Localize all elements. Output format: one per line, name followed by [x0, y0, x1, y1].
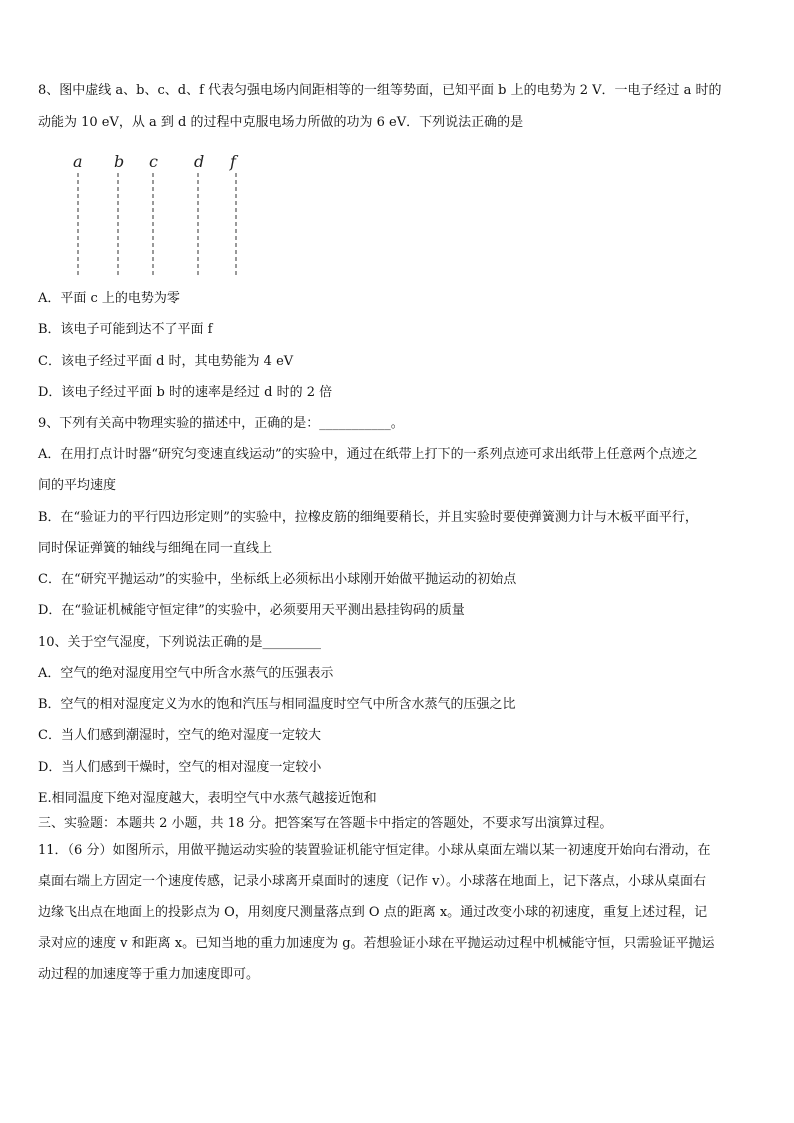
q9-option-a-line-2: 间的平均速度 — [38, 478, 117, 493]
q10-option-c: C．当人们感到潮湿时，空气的绝对湿度一定较大 — [38, 728, 321, 743]
plane-label-d: d — [194, 152, 205, 171]
q8-option-d: D．该电子经过平面 b 时的速率是经过 d 时的 2 倍 — [38, 385, 333, 400]
q9-option-c: C．在“研究平抛运动”的实验中，坐标纸上必须标出小球刚开始做平抛运动的初始点 — [38, 572, 517, 587]
q8-option-b: B．该电子可能到达不了平面 f — [38, 322, 213, 337]
q10-option-e: E.相同温度下绝对湿度越大，表明空气中水蒸气越接近饱和 — [38, 791, 377, 806]
plane-label-c: c — [149, 152, 158, 171]
section-3-heading: 三、实验题：本题共 2 小题，共 18 分。把答案写在答题卡中指定的答题处，不要求写出演算过程。 — [38, 816, 613, 831]
q8-stem-line-2: 动能为 10 eV，从 a 到 d 的过程中克服电场力所做的功为 6 eV．下列说法正确的是 — [38, 115, 524, 130]
q9-option-b-line-2: 同时保证弹簧的轴线与细绳在同一直线上 — [38, 541, 273, 556]
equipotential-figure — [60, 145, 260, 280]
q9-option-d: D．在“验证机械能守恒定律”的实验中，必须要用天平测出悬挂钩码的质量 — [38, 603, 465, 618]
plane-label-b: b — [114, 152, 125, 171]
q9-stem: 9、下列有关高中物理实验的描述中，正确的是：___________。 — [38, 416, 404, 431]
q10-stem: 10、关于空气湿度，下列说法正确的是_________ — [38, 635, 322, 650]
q11-line-5: 动过程的加速度等于重力加速度即可。 — [38, 967, 260, 982]
q9-option-a-line-1: A．在用打点计时器“研究匀变速直线运动”的实验中，通过在纸带上打下的一系列点迹可求出纸带上任意两个点迹之 — [38, 447, 698, 462]
q9-option-b-line-1: B．在“验证力的平行四边形定则”的实验中，拉橡皮筋的细绳要稍长，并且实验时要使弹簧测力计与木板平面平行， — [38, 510, 698, 525]
q11-line-3: 边缘飞出点在地面上的投影点为 O，用刻度尺测量落点到 O 点的距离 x。通过改变小球的初速度，重复上述过程，记 — [38, 905, 708, 920]
q10-option-d: D．当人们感到干燥时，空气的相对湿度一定较小 — [38, 760, 322, 775]
q10-option-b: B．空气的相对湿度定义为水的饱和汽压与相同温度时空气中所含水蒸气的压强之比 — [38, 697, 516, 712]
q11-line-4: 录对应的速度 v 和距离 x。已知当地的重力加速度为 g。若想验证小球在平抛运动过程中机械能守恒，只需验证平抛运 — [38, 936, 715, 951]
q11-line-1: 11．（6 分）如图所示，用做平抛运动实验的装置验证机能守恒定律。小球从桌面左端以某一初速度开始向右滑动，在 — [38, 843, 711, 858]
q11-line-2: 桌面右端上方固定一个速度传感，记录小球离开桌面时的速度（记作 v）。小球落在地面上，记下落点，小球从桌面右 — [38, 874, 706, 889]
q8-option-c: C．该电子经过平面 d 时，其电势能为 4 eV — [38, 354, 294, 369]
plane-label-a: a — [73, 152, 83, 171]
q10-option-a: A．空气的绝对湿度用空气中所含水蒸气的压强表示 — [38, 666, 334, 681]
q8-option-a: A．平面 c 上的电势为零 — [38, 291, 180, 306]
q8-stem-line-1: 8、图中虚线 a、b、c、d、f 代表匀强电场内间距相等的一组等势面，已知平面 b 上的电势为 2 V．一电子经过 a 时的 — [38, 83, 722, 98]
plane-label-f: f — [230, 152, 236, 171]
